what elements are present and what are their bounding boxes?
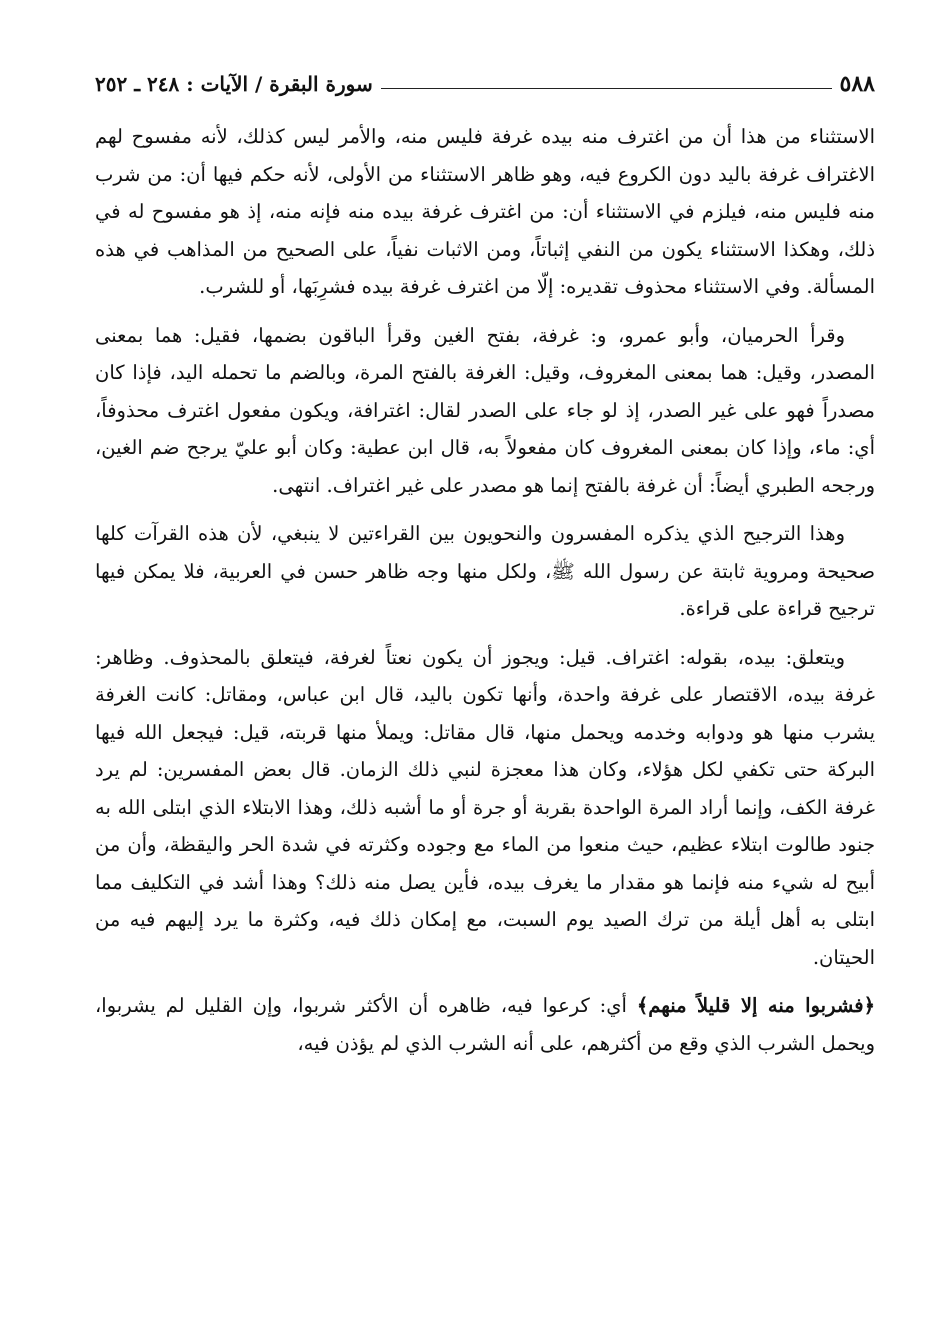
- paragraph-readings: وقرأ الحرميان، وأبو عمرو، و: غرفة، بفتح الغين وقرأ الباقون بضمها، فقيل: هما بمعنى المصدر، وقيل: هما بمعنى المغروف، وقيل: الغرفة بالفتح المرة، وبالضم ما تحمله اليد، فإذا كان مصدراً فهو على غير الصدر، إذ لو جاء على الصدر لقال: اغترافة، ويكون مفعول اغترف محذوفاً، أي: ماء، وإذا كان بمعنى المغروف كان مفعولاً به، قال ابن عطية: وكان أبو عليّ يرجح ضم الغين، ورجحه الطبري أيضاً: أن غرفة بالفتح إنما هو مصدر على غير اغتراف. انتهى.: [95, 323, 875, 497]
- body-text: [95, 118, 875, 1062]
- paragraph-preference: وهذا الترجيح الذي يذكره المفسرون والنحويون بين القراءتين لا ينبغي، لأن هذه القرآت كلها صحيحة ومروية ثابتة عن رسول الله ﷺ، ولكل منها وجه ظاهر حسن في العربية، فلا يمكن فيها ترجيح قراءة على قراءة.: [95, 522, 875, 620]
- paragraph-exception: الاستثناء من هذا أن من اغترف منه بيده غرفة فليس منه، والأمر ليس كذلك، لأنه مفسوح لهم الاغتراف غرفة باليد دون الكروع فيه، وهو ظاهر الاستثناء من الأولى، لأنه حكم فيها أن: من شرب منه فليس منه، فيلزم في الاستثناء أن: من اغترف غرفة بيده منه فإنه منه، إذ هو مفسوح له في ذلك، وهكذا الاستثناء يكون من النفي إثباتاً، ومن الاثبات نفياً، على الصحيح من المذاهب في هذه المسألة. وفي الاستثناء محذوف تقديره: إلّا من اغترف غرفة بيده فشرِبَها، أو للشرب.: [95, 125, 875, 298]
- page: [95, 64, 875, 1073]
- running-head: [95, 64, 875, 104]
- verse-commentary: أي: كرعوا فيه، ظاهره أن الأكثر شربوا، وإن القليل لم يشربوا، ويحمل الشرب الذي وقع من أكثرهم، على أنه الشرب الذي لم يؤذن فيه،: [95, 994, 875, 1055]
- verse-quote: ﴿فشربوا منه إلا قليلاً منهم﴾: [636, 994, 875, 1017]
- page-number: ٥٨٨: [839, 71, 875, 97]
- paragraph-by-hand: ويتعلق: بيده، بقوله: اغتراف. قيل: ويجوز أن يكون نعتاً لغرفة، فيتعلق بالمحذوف. وظاهر: غرفة بيده، الاقتصار على غرفة واحدة، وأنها تكون باليد، قال ابن عباس، ومقاتل: كانت الغرفة يشرب منها هو ودوابه وخدمه ويحمل منها، قال مقاتل: ويملأ منها قربته، قيل: فيجعل الله فيها البركة حتى تكفي لكل هؤلاء، وكان هذا معجزة لنبي ذلك الزمان. قال بعض المفسرين: لم يرد غرفة الكف، وإنما أراد المرة الواحدة بقربة أو جرة أو ما أشبه ذلك، وهذا الابتلاء الذي ابتلى الله به جنود طالوت ابتلاء عظيم، حيث منعوا من الماء مع وجوده وكثرته في شدة الحر واليقظة، وأن من أبيح له شيء منه فإنما هو مقدار ما يغرف بيده، فأين يصل منه ذلك؟ وهذا أشد في التكليف مما ابتلى به أهل أيلة من ترك الصيد يوم السبت، مع إمكان ذلك فيه، وكثرة ما يرد إليهم فيه من الحيتان.: [95, 645, 875, 969]
- header-rule: [381, 88, 832, 89]
- surah-title: سورة البقرة / الآيات : ٢٤٨ ـ ٢٥٢: [95, 72, 373, 96]
- paragraph-drank: [95, 987, 875, 1062]
